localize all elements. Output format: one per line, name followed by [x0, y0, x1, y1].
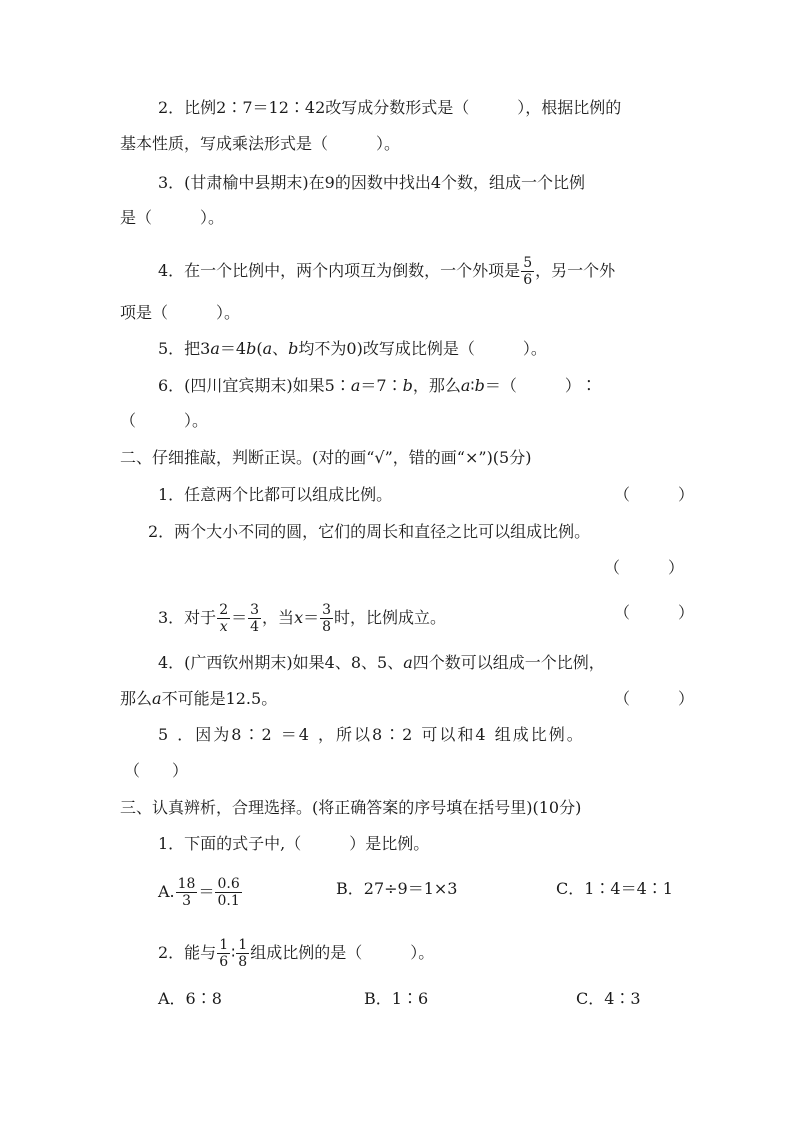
s3-q1-opt-a-den1: 3 [182, 893, 192, 909]
s1-q6-text-c: ，那么 [412, 376, 461, 395]
s2-q5-text: 5 ．因为8∶2 ＝4 ，所以8∶2 可以和4 组成比例。 [158, 725, 585, 744]
s3-q1-opt-a-den2: 0.1 [217, 893, 240, 909]
s2-q4-text-a: 4．(广西钦州期末)如果4、8、5、 [158, 653, 404, 672]
s3-q1-opt-a-frac-2 [215, 876, 241, 909]
s2-q3-fraction-3 [320, 602, 333, 635]
s2-q4-text-c: 那么 [120, 689, 153, 708]
s1-q4-line2: 项是（ ）。 [120, 303, 241, 322]
s1-q5-var-b: b [246, 339, 257, 358]
s3-q1-opt-a-frac-1 [176, 876, 198, 909]
s3-q1-text: 1．下面的式子中,（ ）是比例。 [158, 834, 430, 853]
s3-q2-option-c[interactable]: C．4∶3 [576, 989, 641, 1008]
s2-q4-text-b: 四个数可以组成一个比例， [412, 653, 605, 672]
s3-q2-fraction-1 [217, 937, 230, 970]
s3-q1-option-c[interactable]: C．1∶4＝4∶1 [556, 879, 673, 898]
s3-q1-opt-a-num2: 0.6 [217, 876, 240, 892]
s2-q4-answer-paren[interactable]: （ ） [614, 689, 695, 708]
s2-q3-text-a: 3．对于 [158, 608, 217, 627]
s2-q3-f1-num: 2 [219, 602, 229, 618]
s1-q5-var-a: a [210, 339, 220, 358]
s1-q3-line2: 是（ ）。 [120, 208, 225, 227]
s2-q3-text-c: ＝ [303, 608, 320, 627]
s3-q1-opt-a-num1: 18 [177, 876, 196, 892]
s2-q4-text-d: 不可能是12.5。 [161, 689, 278, 708]
s2-q4-line2 [120, 688, 277, 710]
s1-q4-fraction [521, 255, 534, 288]
s3-q2-colon: ∶ [231, 943, 236, 962]
s2-q3-text-b: ，当 [262, 608, 295, 627]
s2-q2-text: 2．两个大小不同的圆，它们的周长和直径之比可以组成比例。 [148, 522, 591, 541]
s1-q5-text-e: 均不为0)改写成比例是（ ）。 [298, 339, 547, 358]
s3-q2-text-b: 组成比例的是（ ）。 [250, 943, 435, 962]
s2-q5-answer-paren[interactable]: （ ） [124, 761, 189, 780]
s1-q5-text-d: 、 [272, 339, 289, 358]
s2-q4-var-a: a [403, 653, 413, 672]
s1-q5-text-a: 5．把3 [158, 339, 211, 358]
s3-q2-text-a: 2．能与 [158, 943, 217, 962]
s1-q2-line1: 2．比例2∶7＝12∶42改写成分数形式是（ ），根据比例的 [158, 98, 622, 117]
s2-q3-var-x: x [294, 608, 304, 627]
s3-q2-f2-num: 1 [238, 937, 248, 953]
s3-q2-f2-den: 8 [238, 954, 248, 970]
s1-q6-text-e: ＝（ ）∶ [484, 376, 597, 395]
s1-q5-var-a2: a [262, 339, 273, 358]
s1-q4-frac-den: 6 [523, 272, 533, 288]
s2-q3-f2-den: 4 [250, 619, 260, 635]
section3-heading: 三、认真辨析，合理选择。(将正确答案的序号填在括号里)(10分) [120, 798, 582, 817]
s2-q3-text-d: 时，比例成立。 [334, 608, 447, 627]
s2-q4-var-a2: a [152, 689, 162, 708]
s1-q6-text-d: ∶ [470, 376, 475, 395]
s1-q4-frac-num: 5 [523, 255, 533, 271]
s1-q6-text-b: ＝7∶ [360, 376, 403, 395]
s1-q4-text-a: 4．在一个比例中，两个内项互为倒数，一个外项是 [158, 261, 521, 280]
s3-q2-option-b[interactable]: B．1∶6 [364, 989, 429, 1008]
s2-q1-answer-paren[interactable]: （ ） [614, 485, 695, 504]
s1-q5-text-b: ＝4 [219, 339, 247, 358]
s2-q3-fraction-1 [217, 602, 230, 635]
s1-q6-var-a: a [350, 376, 361, 395]
s1-q6-text-a: 6．(四川宜宾期末)如果5∶ [158, 376, 351, 395]
s2-q3-fraction-2 [248, 602, 261, 635]
s2-q4-line1 [158, 652, 605, 674]
s3-q2-line [158, 937, 434, 970]
s2-q3-eq: ＝ [231, 608, 248, 627]
s1-q5-line [158, 338, 547, 360]
s3-q2-option-a[interactable]: A．6∶8 [158, 989, 222, 1008]
s1-q3-line1: 3．(甘肃榆中县期末)在9的因数中找出4个数，组成一个比例 [158, 173, 586, 192]
s1-q4-text-b: ，另一个外 [535, 261, 616, 280]
s1-q6-var-b: b [402, 376, 413, 395]
s2-q3-f2-num: 3 [250, 602, 260, 618]
s1-q6-line1 [158, 375, 597, 397]
s3-q2-f1-num: 1 [219, 937, 229, 953]
s3-q1-option-a[interactable] [158, 876, 243, 909]
s3-q1-opt-a-eq: ＝ [198, 882, 215, 901]
s3-q1-option-b[interactable]: B．27÷9＝1×3 [336, 879, 458, 898]
s2-q3-f1-den: x [219, 619, 228, 635]
s3-q2-fraction-2 [236, 937, 249, 970]
s1-q5-var-b2: b [288, 339, 299, 358]
s2-q3-f3-den: 8 [322, 619, 332, 635]
s2-q3-line [158, 602, 446, 635]
s2-q1-text: 1．任意两个比都可以组成比例。 [158, 485, 393, 504]
s3-q1-opt-a-label: A. [158, 882, 175, 901]
s1-q4-line1 [158, 255, 615, 288]
s1-q5-text-c: ( [256, 339, 263, 358]
s3-q2-f1-den: 6 [219, 954, 229, 970]
s1-q6-var-b2: b [474, 376, 485, 395]
s2-q2-answer-paren[interactable]: （ ） [604, 558, 685, 577]
s1-q2-line2: 基本性质，写成乘法形式是（ ）。 [120, 134, 401, 153]
s2-q3-answer-paren[interactable]: （ ） [614, 603, 695, 622]
s1-q6-line2: （ ）。 [120, 411, 209, 430]
s1-q6-var-a2: a [460, 376, 471, 395]
section2-heading: 二、仔细推敲，判断正误。(对的画“√”，错的画“×”)(5分) [120, 448, 532, 467]
s2-q3-f3-num: 3 [322, 602, 332, 618]
